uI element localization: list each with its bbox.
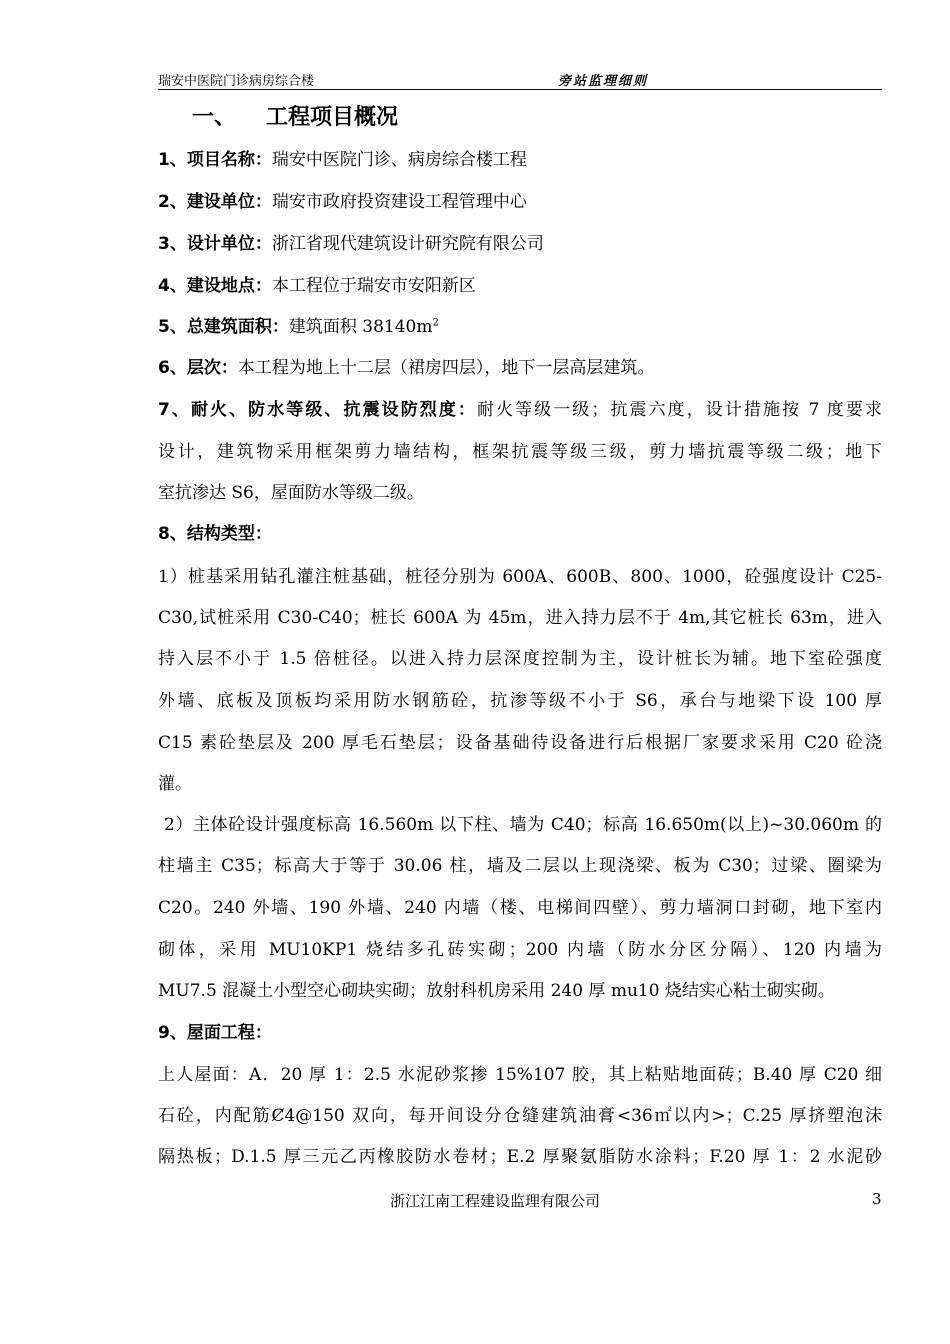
item-floors: [158, 358, 882, 378]
item-value: 瑞安中医院门诊、病房综合楼工程: [271, 150, 527, 170]
header-project-name: 瑞安中医院门诊病房综合楼: [158, 74, 315, 89]
item-roof: [158, 1023, 882, 1043]
item-label: 8、结构类型：: [158, 524, 272, 544]
section-number: 一、: [192, 105, 237, 130]
structure-p1-line: 1）桩基采用钻孔灌注桩基础，桩径分别为 600A、600B、800、1000，砼强度设计 C25-: [158, 567, 882, 587]
item-label: 1、项目名称：: [158, 150, 272, 170]
item-value: 浙江省现代建筑设计研究院有限公司: [271, 234, 544, 254]
item-fire-rating-line-1: [158, 400, 882, 420]
item-value: 耐火等级一级；抗震六度，设计措施按 7 度要求: [476, 400, 882, 420]
roof-line: 上人屋面：A．20 厚 1：2.5 水泥砂浆掺 15%107 胶，其上粘贴地面砖；B.40 厚 C20 细: [158, 1065, 882, 1085]
item-label: 6、层次：: [158, 358, 238, 378]
item-structure: [158, 524, 882, 544]
item-area: [158, 317, 882, 337]
header-doc-title: 旁站监理细则: [558, 74, 649, 89]
structure-p2-line: C20。240 外墙、190 外墙、240 内墙（楼、电梯间四壁）、剪力墙洞口封砌，地下室内: [158, 898, 882, 918]
section-heading: [192, 100, 398, 131]
item-value: 本工程为地上十二层（裙房四层），地下一层高层建筑。: [237, 358, 655, 378]
structure-p2-line: 柱墙主 C35；标高大于等于 30.06 柱，墙及二层以上现浇梁、板为 C30；过梁、圈梁为: [158, 856, 882, 876]
structure-p2-line: 砌体，采用 MU10KP1 烧结多孔砖实砌；200 内墙（防水分区分隔）、120 内墙为: [158, 940, 882, 960]
item-fire-rating-line-3: 室抗渗达 S6，屋面防水等级二级。: [158, 483, 424, 503]
item-value: 本工程位于瑞安市安阳新区: [271, 276, 476, 296]
structure-p1-line: C15 素砼垫层及 200 厚毛石垫层；设备基础待设备进行后根据厂家要求采用 C20 砼浇: [158, 733, 882, 753]
item-value: 建筑面积 38140m: [288, 317, 433, 337]
roof-line: 隔热板；D.1.5 厚三元乙丙橡胶防水卷材；E.2 厚聚氨脂防水涂料；F.20 厚 1：2 水泥砂: [158, 1147, 882, 1167]
structure-p2-line: 2）主体砼设计强度标高 16.560m 以下柱、墙为 C40；标高 16.650m(以上)~30.060m 的: [158, 815, 882, 835]
section-title: 工程项目概况: [266, 105, 399, 130]
item-location: [158, 276, 882, 296]
page-header: [158, 70, 882, 90]
footer-company: 浙江江南工程建设监理有限公司: [390, 1192, 601, 1210]
item-label: 2、建设单位：: [158, 192, 272, 212]
item-value: 瑞安市政府投资建设工程管理中心: [271, 192, 527, 212]
item-builder: [158, 192, 882, 212]
item-label: 7、耐火、防水等级、抗震设防烈度：: [158, 400, 477, 420]
item-label: 3、设计单位：: [158, 234, 272, 254]
structure-p1-line: 持入层不小于 1.5 倍桩径。以进入持力层深度控制为主，设计桩长为辅。地下室砼强度: [158, 649, 882, 669]
item-project-name: [158, 150, 882, 170]
item-fire-rating-line-2: 设计，建筑物采用框架剪力墙结构，框架抗震等级三级，剪力墙抗震等级二级；地下: [158, 442, 882, 462]
roof-line: 石砼，内配筋Ȼ4@150 双向，每开间设分仓缝建筑油膏<36㎡以内>；C.25 厚挤塑泡沫: [158, 1106, 882, 1126]
item-designer: [158, 234, 882, 254]
structure-p2-line: MU7.5 混凝土小型空心砌块实砌；放射科机房采用 240 厚 mu10 烧结实心粘土砌实砌。: [158, 981, 835, 1001]
area-unit-sup: 2: [432, 317, 439, 329]
item-label: 9、屋面工程：: [158, 1023, 272, 1043]
structure-p1-line: C30,试桩采用 C30-C40；桩长 600A 为 45m，进入持力层不于 4m,其它桩长 63m，进入: [158, 608, 882, 628]
structure-p1-line: 外墙、底板及顶板均采用防水钢筋砼，抗渗等级不小于 S6，承台与地梁下设 100 厚: [158, 691, 882, 711]
page-number: 3: [872, 1190, 882, 1208]
item-label: 5、总建筑面积：: [158, 317, 289, 337]
structure-p1-line: 灌。: [158, 774, 192, 794]
item-label: 4、建设地点：: [158, 276, 272, 296]
